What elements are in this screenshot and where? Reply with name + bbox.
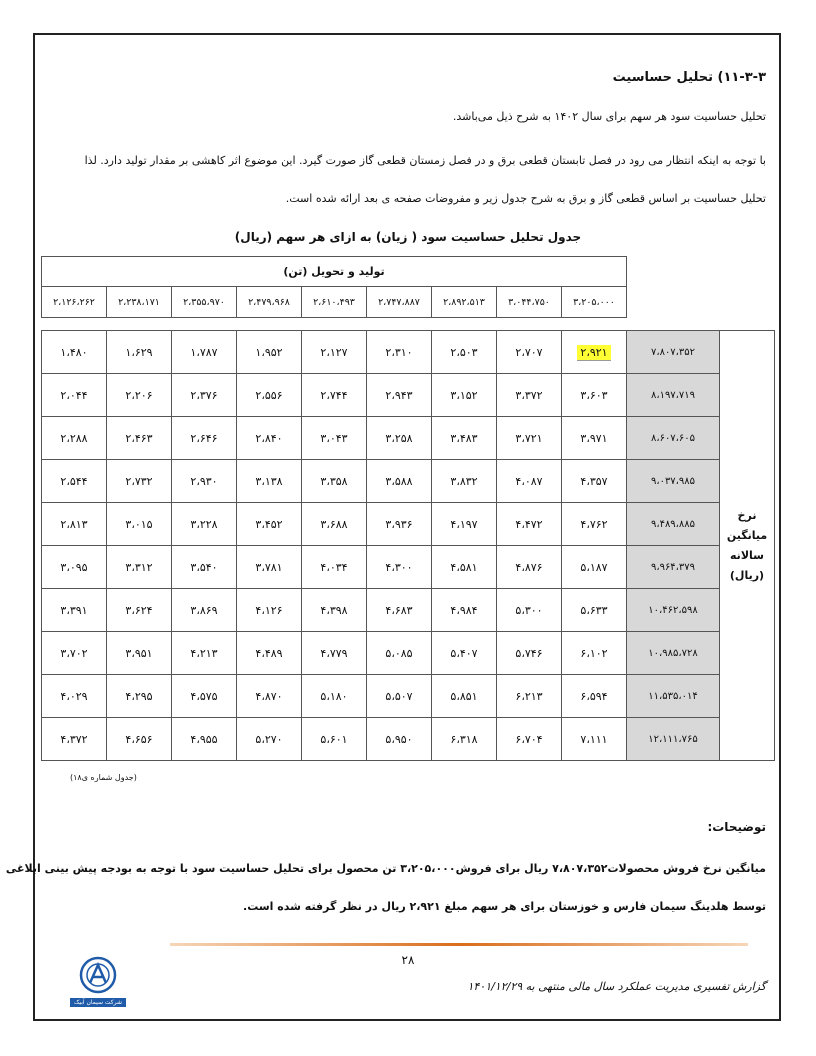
- eps-value-cell: ۲،۳۷۶: [172, 374, 237, 417]
- eps-value-cell: ۴،۹۵۵: [172, 718, 237, 761]
- eps-value-cell: ۲،۲۸۸: [42, 417, 107, 460]
- eps-value-cell: ۲،۷۰۷: [497, 331, 562, 374]
- table-row: [42, 460, 775, 503]
- eps-value-cell: [562, 331, 627, 374]
- footer-text: گزارش تفسیری مدیریت عملکرد سال مالی منتهی به ۱۴۰۱/۱۲/۲۹: [467, 980, 766, 993]
- eps-value-cell: ۳،۶۰۳: [562, 374, 627, 417]
- eps-value-cell: ۲،۸۴۰: [237, 417, 302, 460]
- eps-value-cell: ۳،۰۴۳: [302, 417, 367, 460]
- eps-value-cell: ۴،۴۸۹: [237, 632, 302, 675]
- eps-value-cell: ۵،۰۸۵: [367, 632, 432, 675]
- eps-value-cell: ۲،۶۴۶: [172, 417, 237, 460]
- eps-value-cell: ۵،۸۵۱: [432, 675, 497, 718]
- table-row: [42, 546, 775, 589]
- eps-value-cell: ۶،۱۰۲: [562, 632, 627, 675]
- price-cell: ۱۲،۱۱۱،۷۶۵: [627, 718, 720, 761]
- table-row: [42, 675, 775, 718]
- eps-value-cell: ۱،۴۸۰: [42, 331, 107, 374]
- table-row: [42, 632, 775, 675]
- eps-value-cell: ۵،۱۸۷: [562, 546, 627, 589]
- row-axis-label-line: سالانه: [730, 548, 764, 562]
- eps-value-cell: ۵،۲۷۰: [237, 718, 302, 761]
- table-row: [42, 331, 775, 374]
- eps-value-cell: ۳،۳۱۲: [107, 546, 172, 589]
- eps-value-cell: ۵،۶۳۳: [562, 589, 627, 632]
- eps-value-cell: ۶،۵۹۴: [562, 675, 627, 718]
- eps-value-cell: ۳،۵۴۰: [172, 546, 237, 589]
- eps-value-cell: ۵،۳۰۰: [497, 589, 562, 632]
- eps-value-cell: ۲،۲۰۶: [107, 374, 172, 417]
- eps-value-cell: ۴،۶۵۶: [107, 718, 172, 761]
- row-axis-label: [720, 331, 775, 761]
- production-header: تولید و تحویل (تن): [42, 257, 627, 287]
- price-cell: ۸،۶۰۷،۶۰۵: [627, 417, 720, 460]
- paragraph-line-2: تحلیل حساسیت بر اساس قطعی گاز و برق به شرح جدول زیر و مفروضات صفحه ی بعد ارائه شده است.: [285, 192, 766, 205]
- eps-value-cell: ۵،۴۰۷: [432, 632, 497, 675]
- eps-value-cell: ۴،۹۸۴: [432, 589, 497, 632]
- eps-value-cell: ۴،۰۲۹: [42, 675, 107, 718]
- table-corner: [627, 287, 775, 318]
- sensitivity-table: [41, 256, 775, 761]
- eps-value-cell: ۳،۳۹۱: [42, 589, 107, 632]
- eps-value-cell: ۳،۹۵۱: [107, 632, 172, 675]
- company-logo-icon: [78, 955, 118, 995]
- production-value: ۲،۱۲۶،۲۶۲: [42, 287, 107, 318]
- eps-value-cell: ۴،۱۲۶: [237, 589, 302, 632]
- eps-value-cell: ۵،۶۰۱: [302, 718, 367, 761]
- table-row: [42, 374, 775, 417]
- eps-value-cell: ۳،۲۲۸: [172, 503, 237, 546]
- eps-value-cell: ۴،۲۱۳: [172, 632, 237, 675]
- eps-value-cell: ۳،۷۸۱: [237, 546, 302, 589]
- eps-value-cell: ۴،۷۶۲: [562, 503, 627, 546]
- eps-value-cell: ۶،۷۰۴: [497, 718, 562, 761]
- eps-value-cell: ۷،۱۱۱: [562, 718, 627, 761]
- table-caption: جدول تحلیل حساسیت سود ( زیان) به ازای هر سهم (ریال): [234, 230, 582, 244]
- eps-value-cell: ۴،۵۷۵: [172, 675, 237, 718]
- highlighted-eps-value: ۲،۹۲۱: [577, 345, 610, 361]
- eps-value-cell: ۲،۵۰۳: [432, 331, 497, 374]
- eps-value-cell: ۲،۷۳۲: [107, 460, 172, 503]
- table-number-note: (جدول شماره ی۱۸): [70, 773, 137, 782]
- eps-value-cell: ۴،۳۵۷: [562, 460, 627, 503]
- eps-value-cell: ۳،۹۷۱: [562, 417, 627, 460]
- eps-value-cell: ۲،۸۱۳: [42, 503, 107, 546]
- eps-value-cell: ۳،۰۱۵: [107, 503, 172, 546]
- eps-value-cell: ۲،۹۳۰: [172, 460, 237, 503]
- page-number: ۲۸: [401, 953, 415, 967]
- price-cell: ۹،۰۳۷،۹۸۵: [627, 460, 720, 503]
- eps-value-cell: ۱،۷۸۷: [172, 331, 237, 374]
- eps-value-cell: ۴،۲۹۵: [107, 675, 172, 718]
- eps-value-cell: ۳،۴۵۲: [237, 503, 302, 546]
- row-axis-label-line: (ریال): [729, 568, 765, 582]
- logo-caption: شرکت سیمان آبیک: [70, 998, 126, 1007]
- row-axis-label-line: نرخ: [737, 508, 757, 522]
- eps-value-cell: ۲،۹۴۳: [367, 374, 432, 417]
- production-value: ۲،۳۵۵،۹۷۰: [172, 287, 237, 318]
- eps-value-cell: ۵،۵۰۷: [367, 675, 432, 718]
- eps-value-cell: ۴،۷۷۹: [302, 632, 367, 675]
- eps-value-cell: ۳،۱۳۸: [237, 460, 302, 503]
- notes-line-2: توسط هلدینگ سیمان فارس و خوزستان برای هر سهم مبلغ ۲،۹۲۱ ریال در نظر گرفته شده است.: [243, 900, 766, 913]
- footer-rule: [170, 943, 748, 946]
- eps-value-cell: ۳،۱۵۲: [432, 374, 497, 417]
- price-cell: ۱۱،۵۳۵،۰۱۴: [627, 675, 720, 718]
- production-value: ۳،۰۴۴،۷۵۰: [497, 287, 562, 318]
- eps-value-cell: ۴،۱۹۷: [432, 503, 497, 546]
- eps-value-cell: ۳،۷۲۱: [497, 417, 562, 460]
- production-value: ۲،۸۹۲،۵۱۳: [432, 287, 497, 318]
- production-value: ۲،۴۷۹،۹۶۸: [237, 287, 302, 318]
- eps-value-cell: ۴،۳۷۲: [42, 718, 107, 761]
- eps-value-cell: ۲،۵۵۶: [237, 374, 302, 417]
- eps-value-cell: ۳،۰۹۵: [42, 546, 107, 589]
- eps-value-cell: ۱،۹۵۲: [237, 331, 302, 374]
- eps-value-cell: ۳،۷۰۲: [42, 632, 107, 675]
- price-cell: ۷،۸۰۷،۳۵۲: [627, 331, 720, 374]
- production-value: ۳،۲۰۵،۰۰۰: [562, 287, 627, 318]
- production-value: ۲،۷۴۷،۸۸۷: [367, 287, 432, 318]
- price-cell: ۱۰،۴۶۲،۵۹۸: [627, 589, 720, 632]
- eps-value-cell: ۴،۸۷۰: [237, 675, 302, 718]
- table-row: [42, 718, 775, 761]
- eps-value-cell: ۲،۴۶۳: [107, 417, 172, 460]
- price-cell: ۹،۹۶۴،۳۷۹: [627, 546, 720, 589]
- eps-value-cell: ۲،۰۴۴: [42, 374, 107, 417]
- notes-title: توضیحات:: [707, 820, 766, 834]
- price-cell: ۸،۱۹۷،۷۱۹: [627, 374, 720, 417]
- eps-value-cell: ۲،۳۱۰: [367, 331, 432, 374]
- eps-value-cell: ۶،۲۱۳: [497, 675, 562, 718]
- eps-value-cell: ۴،۰۸۷: [497, 460, 562, 503]
- eps-value-cell: ۳،۸۶۹: [172, 589, 237, 632]
- eps-value-cell: ۵،۷۴۶: [497, 632, 562, 675]
- table-corner: [627, 257, 775, 287]
- eps-value-cell: ۳،۳۷۲: [497, 374, 562, 417]
- eps-value-cell: ۵،۱۸۰: [302, 675, 367, 718]
- price-cell: ۹،۴۸۹،۸۸۵: [627, 503, 720, 546]
- eps-value-cell: ۳،۵۸۸: [367, 460, 432, 503]
- eps-value-cell: ۳،۲۵۸: [367, 417, 432, 460]
- table-row: [42, 503, 775, 546]
- eps-value-cell: ۲،۱۲۷: [302, 331, 367, 374]
- price-cell: ۱۰،۹۸۵،۷۲۸: [627, 632, 720, 675]
- eps-value-cell: ۲،۵۴۴: [42, 460, 107, 503]
- eps-value-cell: ۴،۶۸۳: [367, 589, 432, 632]
- section-heading: ۱۱-۳-۳) تحلیل حساسیت: [612, 70, 766, 85]
- eps-value-cell: ۵،۹۵۰: [367, 718, 432, 761]
- eps-value-cell: ۴،۴۷۲: [497, 503, 562, 546]
- eps-value-cell: ۴،۳۰۰: [367, 546, 432, 589]
- eps-value-cell: ۳،۶۸۸: [302, 503, 367, 546]
- eps-value-cell: ۳،۶۲۴: [107, 589, 172, 632]
- production-value: ۲،۶۱۰،۴۹۳: [302, 287, 367, 318]
- eps-value-cell: ۳،۴۸۳: [432, 417, 497, 460]
- eps-value-cell: ۳،۳۵۸: [302, 460, 367, 503]
- table-row: [42, 589, 775, 632]
- eps-value-cell: ۱،۶۲۹: [107, 331, 172, 374]
- row-axis-label-line: میانگین: [726, 528, 768, 542]
- intro-paragraph: تحلیل حساسیت سود هر سهم برای سال ۱۴۰۲ به شرح ذیل می‌باشد.: [452, 110, 766, 123]
- paragraph-line-1: با توجه به اینکه انتظار می رود در فصل تابستان قطعی برق و در فصل زمستان قطعی گاز صورت گیرد. این موضوع اثر کاهشی بر مقدار تولید دارد. لذا: [84, 154, 766, 167]
- eps-value-cell: ۳،۹۳۶: [367, 503, 432, 546]
- table-row: [42, 417, 775, 460]
- eps-value-cell: ۴،۵۸۱: [432, 546, 497, 589]
- eps-value-cell: ۲،۷۴۴: [302, 374, 367, 417]
- table-gap: [42, 318, 775, 331]
- eps-value-cell: ۴،۰۳۴: [302, 546, 367, 589]
- eps-value-cell: ۶،۳۱۸: [432, 718, 497, 761]
- notes-line-1: میانگین نرخ فروش محصولات۷،۸۰۷،۳۵۲ ریال برای فروش۳،۲۰۵،۰۰۰ تن محصول برای تحلیل حساسیت سود با توجه به بودجه پیش بینی ابلاغی: [5, 862, 766, 875]
- production-value: ۲،۲۳۸،۱۷۱: [107, 287, 172, 318]
- eps-value-cell: ۳،۸۳۲: [432, 460, 497, 503]
- eps-value-cell: ۴،۳۹۸: [302, 589, 367, 632]
- eps-value-cell: ۴،۸۷۶: [497, 546, 562, 589]
